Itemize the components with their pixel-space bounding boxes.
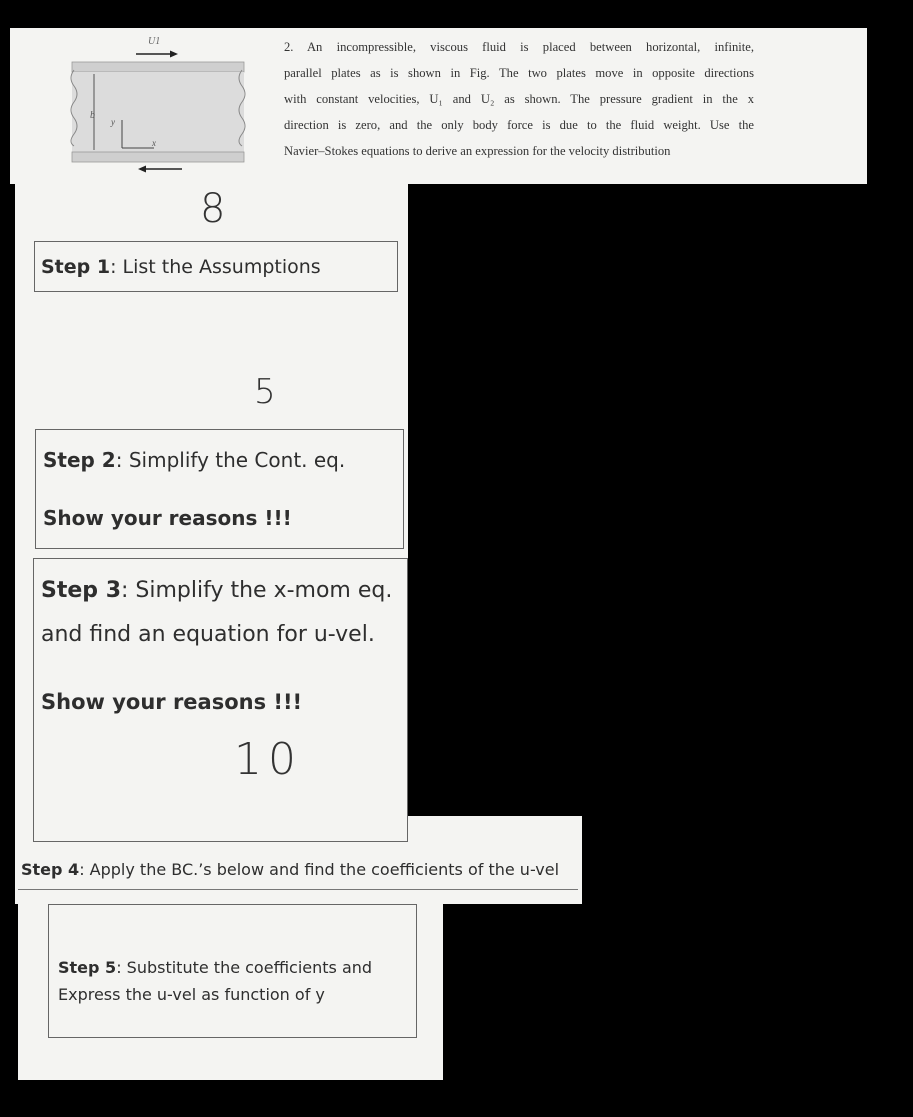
problem-line: direction is zero, and the only body force is due to the fluid weight. Use the [284, 118, 754, 132]
step4-underline [18, 889, 578, 890]
step2-box [35, 429, 404, 549]
mark-step1: 8 [200, 186, 226, 232]
step5-heading [58, 958, 372, 977]
step1-label: Step 1 [41, 256, 111, 278]
step4-label: Step 4 [21, 860, 80, 879]
step3-label: Step 3 [41, 578, 121, 603]
step3-heading [41, 578, 392, 603]
bottom-arrow-head [138, 166, 146, 173]
step3-text-line2: and find an equation for u-vel. [41, 622, 375, 647]
problem-line: Navier–Stokes equations to derive an expression for the velocity distribution [284, 144, 671, 158]
top-plate [72, 62, 244, 72]
problem-line: 2. An incompressible, viscous fluid is placed between horizontal, infinite, [284, 40, 754, 54]
figure-label-b: b [90, 110, 95, 121]
figure-label-y: y [111, 117, 115, 127]
mark-step3: 10 [234, 734, 302, 785]
step5-text: : Substitute the coefficients and [116, 958, 373, 977]
figure-label-u1: U1 [148, 36, 161, 47]
step4-text: : Apply the BC.’s below and find the coefficients of the u-vel [79, 860, 560, 879]
step2-label: Step 2 [43, 448, 116, 472]
bottom-plate [72, 152, 244, 162]
mark-step2: 5 [254, 372, 276, 412]
step1-heading [41, 256, 321, 278]
problem-statement [284, 34, 754, 164]
problem-line: parallel plates as is shown in Fig. The two plates move in opposite directions [284, 66, 754, 80]
step2-text: : Simplify the Cont. eq. [115, 448, 346, 472]
problem-line: with constant velocities, U₁ and U₂ as shown. The pressure gradient in the x [284, 92, 754, 106]
step4-heading [21, 860, 559, 879]
fluid-region [72, 72, 244, 152]
step5-label: Step 5 [58, 958, 117, 977]
step2-note: Show your reasons !!! [43, 506, 292, 530]
top-arrow-head [170, 51, 178, 58]
step3-note: Show your reasons !!! [41, 690, 303, 714]
step5-text-line2: Express the u-vel as function of y [58, 985, 325, 1004]
step3-text: : Simplify the x-mom eq. [121, 578, 393, 603]
figure-label-x: x [152, 138, 156, 148]
step2-heading [43, 448, 345, 472]
step1-text: : List the Assumptions [110, 256, 321, 278]
parallel-plates-figure [60, 30, 260, 180]
